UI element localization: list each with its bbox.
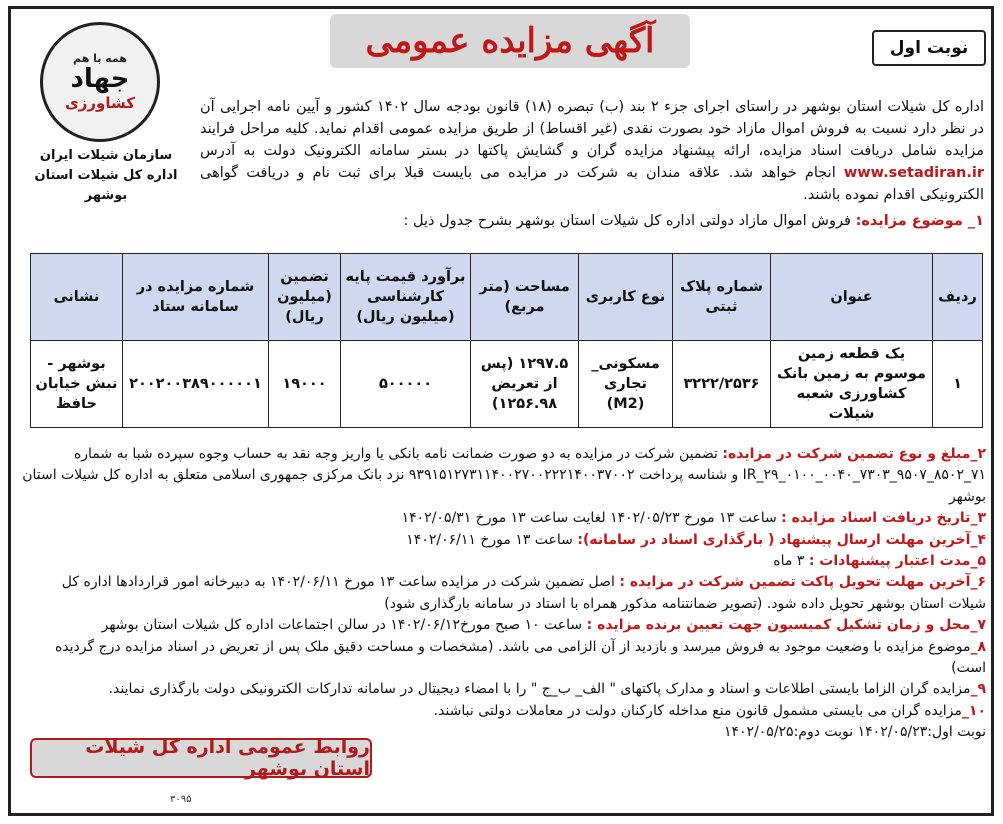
list-item — [22, 572, 986, 615]
item-label: ۳_تاریخ دریافت اسناد مزایده : — [781, 510, 986, 527]
auction-table — [30, 253, 983, 428]
item-label: ۶_آخرین مهلت تحویل پاکت تضمین شرکت در مزایده : — [619, 574, 986, 591]
header-area: مساحت (متر مربع) — [471, 254, 579, 341]
header-plaque: شماره پلاک ثبتی — [673, 254, 771, 341]
cell-plaque: ۳۲۲۲/۲۵۳۶ — [673, 341, 771, 428]
subject-paragraph — [200, 210, 984, 232]
header-address: نشانی — [31, 254, 123, 341]
cell-address: بوشهر - نبش خیابان حافظ — [31, 341, 123, 428]
item-label: ۹_ — [970, 681, 986, 698]
item-label: ۵_مدت اعتبار پیشنهادات : — [808, 553, 986, 570]
header-guarantee: تضمین (میلیون ریال) — [269, 254, 341, 341]
jihad-keshavarzi-logo — [40, 22, 160, 142]
list-item — [22, 637, 986, 680]
conditions-list — [22, 444, 986, 744]
logo-name: جهاد — [70, 64, 130, 95]
list-item — [22, 530, 986, 551]
table-row — [31, 341, 983, 428]
subject-text: فروش اموال مازاد دولتی اداره کل شیلات استان بوشهر بشرح جدول ذیل : — [403, 213, 851, 229]
item-text: تضمین شرکت در مزایده به دو صورت ضمانت نامه بانکی یا واریز وجه نقد به حساب وجوه سپرده شبا به شماره IR_۲۹_۰۱۰۰_۰۰۴۰_۷۳۰۳_۹۵۰۷_۸۵۰۲_۷۱ و شناسه پرداخت ۹۳۹۱۵۱۲۷۳۱۱۴۰۰۲۷۰۰۲۲۲۱۴۰۰۳۷۰۰۲ نزد بانک مرکزی جمهوری اسلامی متعلق به اداره کل شیلات استان بوشهر — [22, 446, 986, 505]
ad-code: ۳۰۹۵ — [170, 794, 192, 805]
table-header-row — [31, 254, 983, 341]
header-base-price: برآورد قیمت پایه کارشناسی (میلیون ریال) — [341, 254, 471, 341]
logo-sub: کشاورزی — [65, 93, 135, 112]
logo-tagline: همه با هم — [73, 52, 127, 66]
setadiran-link[interactable]: www.setadiran.ir — [843, 165, 985, 181]
item-label: ۴_آخرین مهلت ارسال پیشنهاد ( بارگذاری اسناد در سامانه): — [577, 531, 986, 548]
item-label: ۱۰_ — [961, 702, 986, 719]
public-relations-banner: روابط عمومی اداره کل شیلات استان بوشهر — [30, 738, 372, 778]
subject-label: ۱_ موضوع مزایده: — [855, 213, 984, 229]
item-text: مزایده گران می بایستی مشمول قانون منع مداخله کارکنان دولت در معاملات دولتی نباشند. — [433, 702, 962, 719]
organization-name — [18, 146, 194, 206]
notice-title: آگهی مزایده عمومی — [330, 14, 690, 68]
list-item — [22, 508, 986, 529]
header-usage: نوع کاربری — [579, 254, 673, 341]
cell-auction-number: ۲۰۰۲۰۰۳۸۹۰۰۰۰۰۱ — [123, 341, 269, 428]
item-text: مزایده گران الزاما بایستی اطلاعات و اسناد و مدارک پاکتهای " الف_ ب_ج " را با امضاء دیجیتال در سامانه تدارکات الکترونیکی دولت بارگذاری نمایند. — [108, 681, 971, 698]
list-item — [22, 444, 986, 508]
intro-paragraph — [200, 96, 984, 206]
header-title: عنوان — [771, 254, 933, 341]
list-item — [22, 615, 986, 636]
cell-usage: مسکونی_ تجاری (M2) — [579, 341, 673, 428]
footer-dates: نوبت اول:۱۴۰۲/۰۵/۲۳ نوبت دوم:۱۴۰۲/۰۵/۲۵ — [723, 724, 986, 741]
cell-area: ۱۲۹۷.۵ (پس از تعریض ۱۲۵۶.۹۸) — [471, 341, 579, 428]
organization-line1: سازمان شیلات ایران — [39, 148, 173, 163]
cell-title: یک قطعه زمین موسوم به زمین بانک کشاورزی شعبه شیلات — [771, 341, 933, 428]
item-text: موضوع مزایده با وضعیت موجود به فروش میرسد و بازدید از آن الزامی می باشد. (مشخصات و مساحت دقیق ملک پس از تعریض در اسناد مزایده درج گردیده است) — [54, 638, 986, 677]
header-radif: ردیف — [933, 254, 983, 341]
item-text: ساعت ۱۰ صبح مورخ۱۴۰۲/۰۶/۱۲ در سالن اجتماعات اداره کل شیلات استان بوشهر — [101, 617, 583, 634]
round-label: نوبت اول — [872, 30, 986, 66]
cell-base-price: ۵۰۰۰۰۰ — [341, 341, 471, 428]
item-text: ساعت ۱۳ مورخ ۱۴۰۲/۰۵/۲۳ لغایت ساعت ۱۳ مورخ ۱۴۰۲/۰۵/۳۱ — [401, 510, 777, 527]
item-label: ۲_مبلغ و نوع تضمین شرکت در مزایده: — [722, 446, 986, 462]
cell-radif: ۱ — [933, 341, 983, 428]
list-item — [22, 679, 986, 700]
item-text: ۳ ماه — [773, 553, 805, 570]
item-label: ۷_محل و زمان تشکیل کمیسیون جهت تعیین برنده مزایده : — [586, 617, 986, 634]
intro-tail: انجام خواهد شد. علاقه مندان به شرکت در مزایده می بایست قبلا برای ثبت نام و دریافت گواهی الکترونیکی اقدام نموده باشند. — [200, 165, 984, 203]
header-auction-number: شماره مزایده در سامانه ستاد — [123, 254, 269, 341]
item-label: ۸_ — [970, 638, 986, 655]
organization-line2: اداره کل شیلات استان بوشهر — [34, 168, 178, 203]
item-text: ساعت ۱۳ مورخ ۱۴۰۲/۰۶/۱۱ — [406, 531, 573, 548]
list-item — [22, 551, 986, 572]
item-text: اصل تضمین شرکت در مزایده ساعت ۱۳ مورخ ۱۴۰۲/۰۶/۱۱ به دبیرخانه امور قراردادها اداره کل شیلات استان بوشهر تحویل داده شود. (تصویر ضمانتنامه مذکور همراه با استاد در سامانه بارگذاری شود) — [61, 574, 986, 612]
intro-text: اداره کل شیلات استان بوشهر در راستای اجرای جزء ۲ بند (ب) تبصره (۱۸) قانون بودجه سال ۱۴۰۲ کشور و آیین نامه اجرایی آن در نظر دارد نسبت به فروش اموال مازاد خود بصورت نقدی (غیر اقساط) از طریق مزایده عمومی اقدام نماید. کلیه مراحل فرایند مزایده شامل دریافت اسناد مزایده، ارائه پیشنهاد مزایده گران و گشایش پاکتها در بستر سامانه الکترونیک دولت به آدرس — [200, 99, 984, 159]
list-item — [22, 701, 986, 722]
cell-guarantee: ۱۹۰۰۰ — [269, 341, 341, 428]
